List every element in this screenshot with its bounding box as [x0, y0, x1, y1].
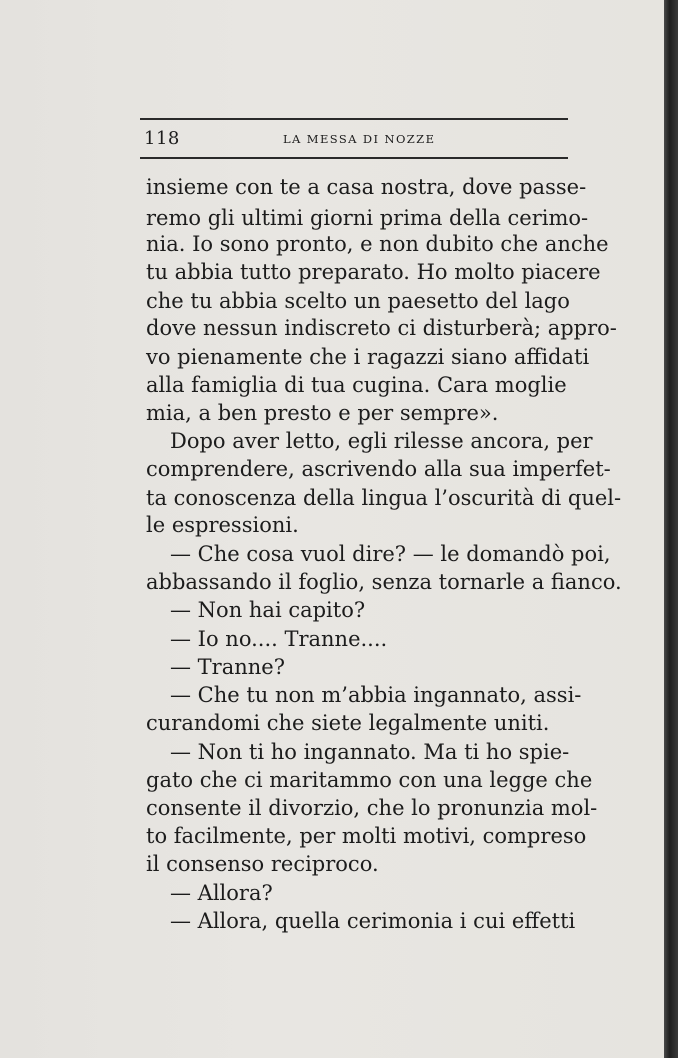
text-line: consente il divorzio, che lo pronunzia mol-	[146, 796, 598, 820]
page-edge-shadow	[664, 0, 678, 1058]
text-line: insieme con te a casa nostra, dove passe-	[146, 175, 587, 199]
text-line: — Tranne?	[170, 655, 285, 679]
text-line: — Allora?	[170, 881, 273, 905]
text-line: il consenso reciproco.	[146, 852, 379, 876]
text-line: Dopo aver letto, egli rilesse ancora, per	[170, 429, 593, 453]
page-number: 118	[144, 128, 180, 149]
running-title: LA MESSA DI NOZZE	[283, 132, 436, 146]
text-line: to facilmente, per molti motivi, compreso	[146, 824, 587, 848]
text-line: — Non hai capito?	[170, 598, 366, 622]
header-bottom-rule	[140, 157, 568, 159]
text-line: — Che cosa vuol dire? — le domandò poi,	[170, 542, 611, 566]
text-line: gato che ci maritammo con una legge che	[146, 768, 593, 792]
text-line: — Non ti ho ingannato. Ma ti ho spie-	[170, 740, 570, 764]
text-line: remo gli ultimi giorni prima della cerimo-	[146, 206, 589, 230]
text-line: nia. Io sono pronto, e non dubito che anche	[146, 232, 609, 256]
text-line: mia, a ben presto e per sempre».	[146, 401, 499, 425]
text-line: comprendere, ascrivendo alla sua imperfet-	[146, 457, 611, 481]
text-line: abbassando il foglio, senza tornarle a fianco.	[146, 570, 622, 594]
text-line: — Allora, quella cerimonia i cui effetti	[170, 909, 576, 933]
header-top-rule	[140, 118, 568, 120]
text-line: curandomi che siete legalmente uniti.	[146, 711, 550, 735]
text-line: che tu abbia scelto un paesetto del lago	[146, 289, 570, 313]
text-line: le espressioni.	[146, 513, 299, 537]
text-line: dove nessun indiscreto ci disturberà; appro-	[146, 316, 617, 340]
text-line: ta conoscenza della lingua l’oscurità di quel-	[146, 486, 622, 510]
text-line: — Che tu non m’abbia ingannato, assi-	[170, 683, 582, 707]
text-line: vo pienamente che i ragazzi siano affidati	[146, 345, 590, 369]
text-line: — Io no.... Tranne....	[170, 627, 388, 651]
text-line: tu abbia tutto preparato. Ho molto piacere	[146, 260, 601, 284]
text-line: alla famiglia di tua cugina. Cara moglie	[146, 373, 567, 397]
